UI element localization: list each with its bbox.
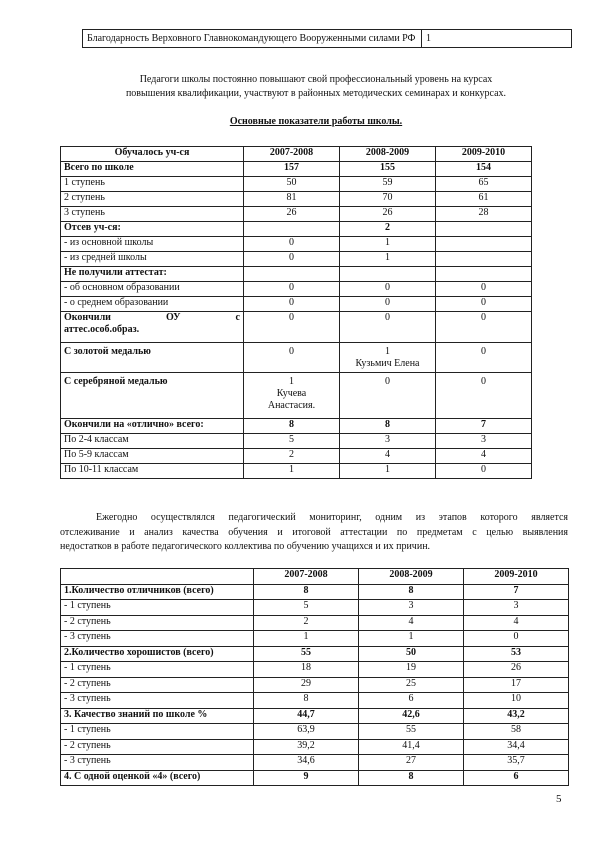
cell: 1 Кузьмич Елена <box>340 343 436 373</box>
cell: 26 <box>340 207 436 222</box>
table-row <box>61 434 532 449</box>
table-header-row <box>61 569 569 585</box>
table-row <box>61 162 532 177</box>
cell <box>436 222 532 237</box>
table-row <box>61 419 532 434</box>
cell: 157 <box>244 162 340 177</box>
cell: 1 <box>340 464 436 479</box>
paragraph-line-1: Ежегодно осуществлялся педагогический мониторинг, одним из этапов которого является <box>96 512 568 523</box>
row-label: - 1 ступень <box>61 724 254 740</box>
cell: 1 <box>254 631 359 647</box>
cell: 42,6 <box>359 708 464 724</box>
cell: 43,2 <box>464 708 569 724</box>
cell: 6 <box>359 693 464 709</box>
column-header: 2009-2010 <box>464 569 569 585</box>
cell: 8 <box>254 693 359 709</box>
cell: 0 <box>436 312 532 343</box>
table-row <box>61 449 532 464</box>
row-label: - 2 ступень <box>61 739 254 755</box>
table-row <box>61 267 532 282</box>
cell: 34,4 <box>464 739 569 755</box>
table-row <box>61 237 532 252</box>
section-title: Основные показатели работы школы. <box>229 116 403 127</box>
row-label: - из средней школы <box>61 252 244 267</box>
row-label: По 5-9 классам <box>61 449 244 464</box>
table-row <box>61 464 532 479</box>
row-label: 2.Количество хорошистов (всего) <box>61 646 254 662</box>
cell: 70 <box>340 192 436 207</box>
row-label: - о среднем образовании <box>61 297 244 312</box>
cell: 1 <box>340 237 436 252</box>
cell: 0 <box>244 297 340 312</box>
table-row <box>61 708 569 724</box>
cell: 6 <box>464 770 569 786</box>
cell: 34,6 <box>254 755 359 771</box>
award-text: Благодарность Верховного Главнокомандующего Вооруженными силами РФ <box>83 30 422 48</box>
row-label: - 3 ступень <box>61 755 254 771</box>
cell: 8 <box>359 584 464 600</box>
table-row <box>61 693 569 709</box>
cell: 50 <box>359 646 464 662</box>
table-row <box>61 373 532 419</box>
cell: 17 <box>464 677 569 693</box>
cell: 0 <box>436 464 532 479</box>
table-row <box>61 312 532 343</box>
cell: 0 <box>340 297 436 312</box>
table-row <box>61 192 532 207</box>
cell <box>244 267 340 282</box>
cell: 55 <box>254 646 359 662</box>
table-row <box>61 282 532 297</box>
cell: 0 <box>340 282 436 297</box>
table-header-row <box>61 147 532 162</box>
table-row <box>61 207 532 222</box>
table-row <box>61 770 569 786</box>
row-label: С серебряной медалью <box>61 373 244 419</box>
column-header <box>61 569 254 585</box>
cell: 0 <box>464 631 569 647</box>
cell: 0 <box>436 343 532 373</box>
cell: 154 <box>436 162 532 177</box>
table-row <box>61 631 569 647</box>
table-row <box>61 222 532 237</box>
cell: 26 <box>464 662 569 678</box>
cell: 3 <box>340 434 436 449</box>
paragraph-line-3: недостатков в работе педагогического коллектива по обучению учащихся и их причин. <box>60 541 431 552</box>
cell: 19 <box>359 662 464 678</box>
monitoring-paragraph <box>60 511 568 555</box>
cell: 55 <box>359 724 464 740</box>
cell: 155 <box>340 162 436 177</box>
cell: 3 <box>464 600 569 616</box>
column-header: 2007-2008 <box>254 569 359 585</box>
cell: 4 <box>436 449 532 464</box>
intro-line-1: Педагоги школы постоянно повышают свой профессиональный уровень на курсах <box>139 74 493 85</box>
table-row <box>61 724 569 740</box>
award-count: 1 <box>422 30 572 48</box>
row-label: - 3 ступень <box>61 631 254 647</box>
cell: 25 <box>359 677 464 693</box>
row-label: По 10-11 классам <box>61 464 244 479</box>
row-label: - 1 ступень <box>61 662 254 678</box>
cell: 1 <box>359 631 464 647</box>
cell: 0 <box>436 373 532 419</box>
row-label: 1.Количество отличников (всего) <box>61 584 254 600</box>
cell: 0 <box>244 282 340 297</box>
cell: 9 <box>254 770 359 786</box>
cell: 5 <box>244 434 340 449</box>
paragraph-line-2: отслеживание и анализ качества обучения и итоговой аттестации по предметам с целью выявления <box>60 526 568 538</box>
quality-table <box>60 568 569 786</box>
row-label: С золотой медалью <box>61 343 244 373</box>
cell: 8 <box>244 419 340 434</box>
row-label: 3 ступень <box>61 207 244 222</box>
cell: 2 <box>340 222 436 237</box>
row-label: Окончили на «отлично» всего: <box>61 419 244 434</box>
column-header: 2008-2009 <box>340 147 436 162</box>
row-label: 4. С одной оценкой «4» (всего) <box>61 770 254 786</box>
cell: 0 <box>340 312 436 343</box>
cell: 0 <box>244 343 340 373</box>
cell: 4 <box>340 449 436 464</box>
cell: 35,7 <box>464 755 569 771</box>
row-label: Окончили ОУ с аттес.особ.образ. <box>61 312 244 343</box>
cell: 18 <box>254 662 359 678</box>
row-label: 3. Качество знаний по школе % <box>61 708 254 724</box>
cell: 1 <box>244 464 340 479</box>
cell: 63,9 <box>254 724 359 740</box>
cell: 44,7 <box>254 708 359 724</box>
cell: 8 <box>359 770 464 786</box>
row-label: - из основной школы <box>61 237 244 252</box>
cell: 58 <box>464 724 569 740</box>
cell: 4 <box>464 615 569 631</box>
cell: 26 <box>244 207 340 222</box>
cell: 2 <box>254 615 359 631</box>
column-header: 2008-2009 <box>359 569 464 585</box>
cell: 0 <box>244 237 340 252</box>
table-row <box>61 615 569 631</box>
intro-text <box>60 73 572 101</box>
row-label: Отсев уч-ся: <box>61 222 244 237</box>
intro-line-2: повышения квалификации, участвуют в районных методических семинарах и конкурсах. <box>125 88 507 99</box>
table-row <box>61 600 569 616</box>
row-label: - 1 ступень <box>61 600 254 616</box>
row-label: Всего по школе <box>61 162 244 177</box>
row-label: - об основном образовании <box>61 282 244 297</box>
main-indicators-table <box>60 146 532 479</box>
row-label: Не получили аттестат: <box>61 267 244 282</box>
table-row <box>61 662 569 678</box>
cell <box>436 267 532 282</box>
cell: 7 <box>436 419 532 434</box>
cell: 7 <box>464 584 569 600</box>
column-header: 2007-2008 <box>244 147 340 162</box>
column-header: Обучалось уч-ся <box>61 147 244 162</box>
cell: 39,2 <box>254 739 359 755</box>
cell <box>244 222 340 237</box>
cell: 61 <box>436 192 532 207</box>
table-row <box>61 297 532 312</box>
cell: 65 <box>436 177 532 192</box>
column-header: 2009-2010 <box>436 147 532 162</box>
table-row <box>61 755 569 771</box>
cell: 29 <box>254 677 359 693</box>
cell: 3 <box>436 434 532 449</box>
cell: 5 <box>254 600 359 616</box>
row-label: 1 ступень <box>61 177 244 192</box>
table-row <box>61 584 569 600</box>
cell: 8 <box>254 584 359 600</box>
award-table <box>82 29 572 48</box>
cell: 0 <box>244 252 340 267</box>
cell: 28 <box>436 207 532 222</box>
cell: 50 <box>244 177 340 192</box>
cell: 1 Кучева Анастасия. <box>244 373 340 419</box>
cell: 2 <box>244 449 340 464</box>
cell: 4 <box>359 615 464 631</box>
row-label: 2 ступень <box>61 192 244 207</box>
table-row <box>61 177 532 192</box>
cell: 3 <box>359 600 464 616</box>
table-row <box>61 252 532 267</box>
cell: 0 <box>436 282 532 297</box>
cell <box>436 252 532 267</box>
cell: 59 <box>340 177 436 192</box>
cell: 41,4 <box>359 739 464 755</box>
row-label: По 2-4 классам <box>61 434 244 449</box>
table-row <box>61 343 532 373</box>
cell: 0 <box>340 373 436 419</box>
cell: 0 <box>436 297 532 312</box>
table-row <box>61 677 569 693</box>
table-row <box>61 646 569 662</box>
row-label: - 3 ступень <box>61 693 254 709</box>
cell: 53 <box>464 646 569 662</box>
row-label: - 2 ступень <box>61 615 254 631</box>
cell: 10 <box>464 693 569 709</box>
cell: 81 <box>244 192 340 207</box>
row-label: - 2 ступень <box>61 677 254 693</box>
table-row <box>61 739 569 755</box>
cell: 0 <box>244 312 340 343</box>
cell <box>340 267 436 282</box>
page-number: 5 <box>556 793 562 805</box>
cell <box>436 237 532 252</box>
cell: 27 <box>359 755 464 771</box>
cell: 1 <box>340 252 436 267</box>
cell: 8 <box>340 419 436 434</box>
